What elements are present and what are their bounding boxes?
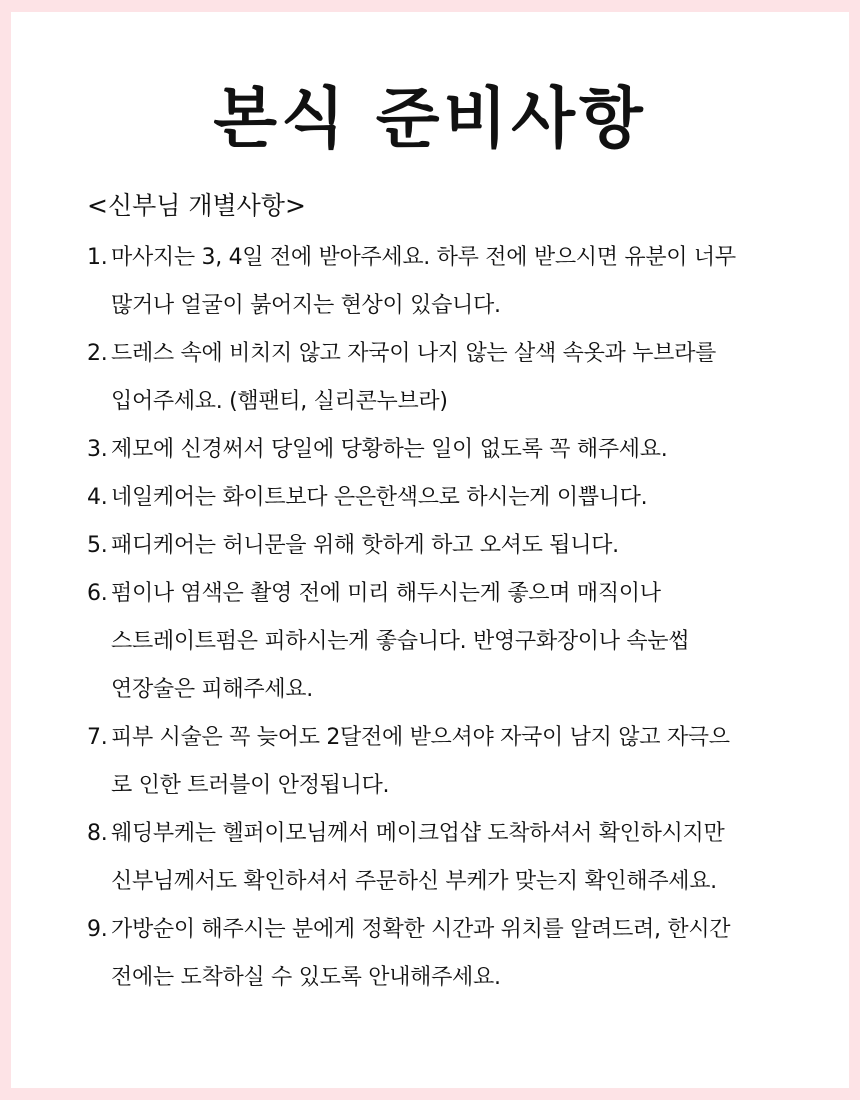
list-item xyxy=(87,234,787,330)
item-text xyxy=(111,426,667,474)
item-text-line: 신부님께서도 확인하셔서 주문하신 부케가 맞는지 확인해주세요. xyxy=(111,869,717,894)
item-text-line: 가방순이 해주시는 분에게 정확한 시간과 위치를 알려드려, 한시간 xyxy=(111,917,731,942)
section-label: <신부님 개별사항> xyxy=(87,191,306,220)
item-text-line: 입어주세요. (햄팬티, 실리콘누브라) xyxy=(111,389,448,414)
item-number: 3. xyxy=(87,437,108,462)
item-number: 2. xyxy=(87,341,108,366)
item-number: 5. xyxy=(87,533,108,558)
item-text xyxy=(111,330,716,426)
item-text-line: 패디케어는 허니문을 위해 핫하게 하고 오셔도 됩니다. xyxy=(111,533,619,558)
list-item xyxy=(87,474,787,522)
list-item xyxy=(87,570,787,714)
item-text-line: 네일케어는 화이트보다 은은한색으로 하시는게 이쁩니다. xyxy=(111,485,648,510)
item-text-line: 제모에 신경써서 당일에 당황하는 일이 없도록 꼭 해주세요. xyxy=(111,437,668,462)
list-item xyxy=(87,714,787,810)
item-text-line: 로 인한 트러블이 안정됩니다. xyxy=(111,773,390,798)
item-text xyxy=(111,714,730,810)
item-text-line: 전에는 도착하실 수 있도록 안내해주세요. xyxy=(111,965,501,990)
item-number: 6. xyxy=(87,581,108,606)
item-text xyxy=(111,474,647,522)
item-number: 1. xyxy=(87,245,108,270)
document-card xyxy=(11,12,849,1088)
instruction-list xyxy=(87,234,787,1002)
item-text xyxy=(111,522,619,570)
item-number: 4. xyxy=(87,485,108,510)
list-item xyxy=(87,330,787,426)
item-text-line: 많거나 얼굴이 붉어지는 현상이 있습니다. xyxy=(111,293,501,318)
item-text-line: 펌이나 염색은 촬영 전에 미리 해두시는게 좋으며 매직이나 xyxy=(111,581,661,606)
item-text xyxy=(111,906,730,1002)
item-text xyxy=(111,810,724,906)
list-item xyxy=(87,906,787,1002)
list-item xyxy=(87,426,787,474)
item-number: 8. xyxy=(87,821,108,846)
item-text xyxy=(111,570,689,714)
item-text-line: 피부 시술은 꼭 늦어도 2달전에 받으셔야 자국이 남지 않고 자극으 xyxy=(111,725,730,750)
item-text-line: 스트레이트펌은 피하시는게 좋습니다. 반영구화장이나 속눈썹 xyxy=(111,629,690,654)
item-text xyxy=(111,234,736,330)
item-text-line: 웨딩부케는 헬퍼이모님께서 메이크업샵 도착하셔서 확인하시지만 xyxy=(111,821,725,846)
item-text-line: 드레스 속에 비치지 않고 자국이 나지 않는 살색 속옷과 누브라를 xyxy=(111,341,716,366)
item-number: 7. xyxy=(87,725,108,750)
item-text-line: 연장술은 피해주세요. xyxy=(111,677,313,702)
list-item xyxy=(87,810,787,906)
list-item xyxy=(87,522,787,570)
item-text-line: 마사지는 3, 4일 전에 받아주세요. 하루 전에 받으시면 유분이 너무 xyxy=(111,245,736,270)
item-number: 9. xyxy=(87,917,108,942)
page-title: 본식 준비사항 xyxy=(213,80,647,157)
